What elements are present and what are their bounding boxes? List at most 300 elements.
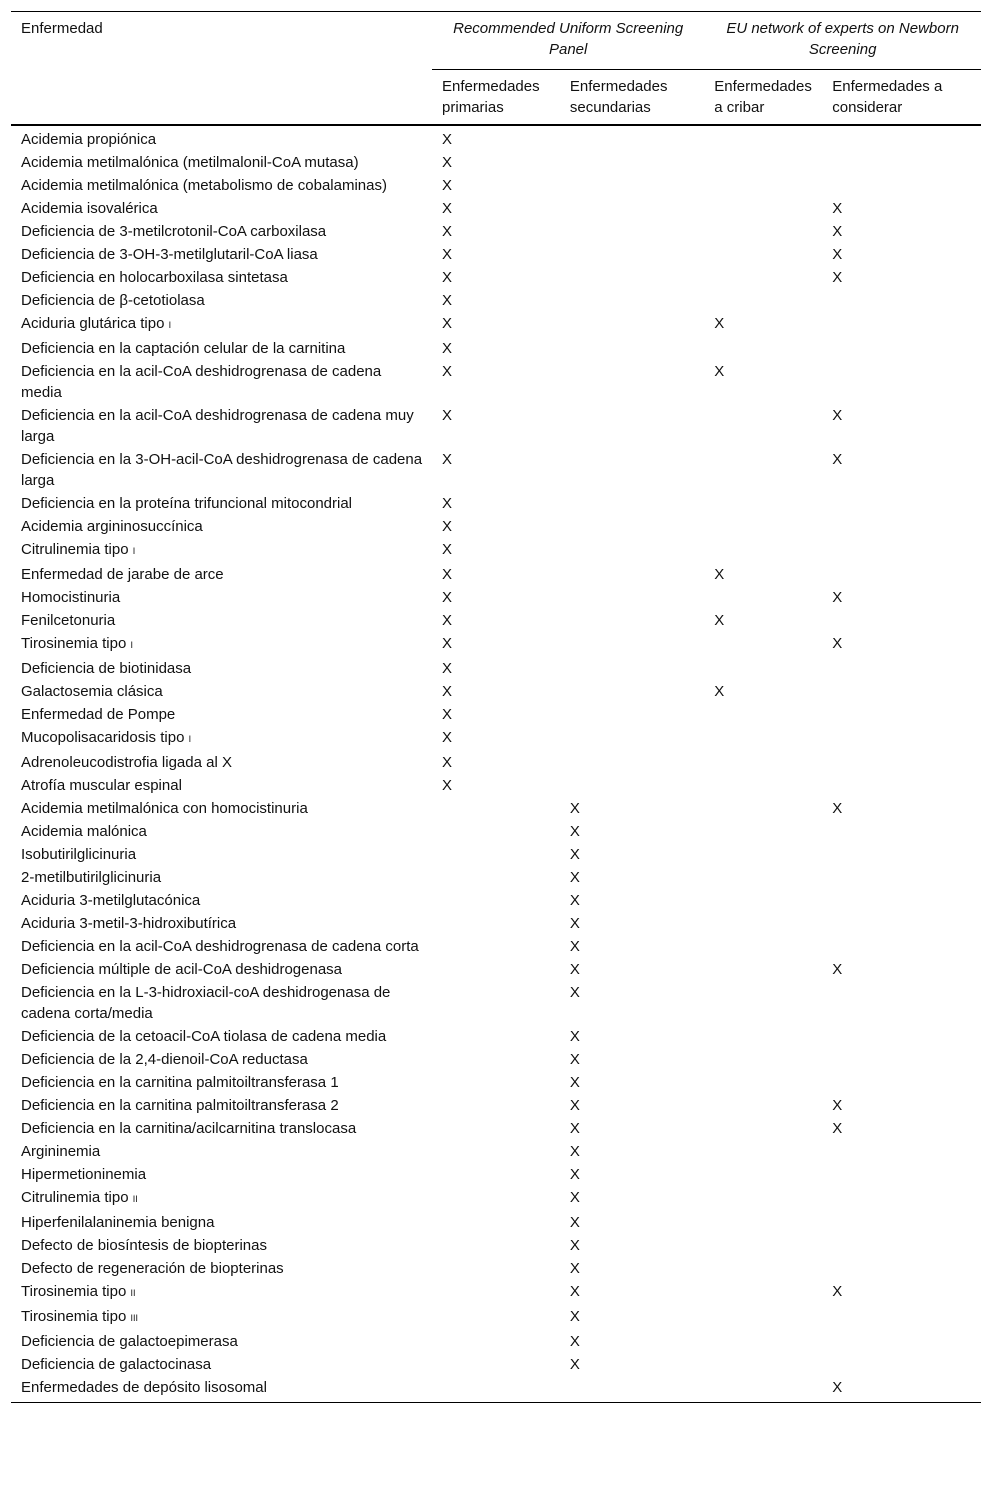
table-row (11, 726, 981, 751)
mark-primary: X (442, 315, 453, 332)
disease-name (11, 1234, 432, 1257)
mark-consider (822, 1257, 981, 1280)
mark-consider (822, 774, 981, 797)
mark-screen (704, 337, 822, 360)
mark-screen (704, 1186, 822, 1211)
mark-primary: X (442, 660, 453, 677)
mark-screen (704, 1353, 822, 1376)
mark-consider (822, 1234, 981, 1257)
table-row (11, 866, 981, 889)
table-row (11, 1376, 981, 1403)
disease-name (11, 586, 432, 609)
mark-primary: X (442, 635, 453, 652)
disease-name (11, 360, 432, 404)
table-row (11, 751, 981, 774)
disease-name-text: Adrenoleucodistrofia ligada al X (21, 754, 232, 771)
mark-secondary (560, 220, 704, 243)
mark-secondary (560, 448, 704, 492)
mark-screen (704, 981, 822, 1025)
mark-consider (822, 912, 981, 935)
mark-primary: X (442, 518, 453, 535)
disease-type-roman: III (130, 1313, 138, 1323)
table-header (11, 12, 981, 126)
disease-name-text: Deficiencia de 3-OH-3-metilglutaril-CoA liasa (21, 246, 318, 263)
mark-screen (704, 448, 822, 492)
mark-screen (704, 174, 822, 197)
table-row (11, 1186, 981, 1211)
table-row (11, 289, 981, 312)
mark-consider (822, 289, 981, 312)
mark-screen (704, 1280, 822, 1305)
mark-screen (704, 820, 822, 843)
mark-screen (704, 1140, 822, 1163)
mark-primary (432, 843, 560, 866)
mark-consider (822, 563, 981, 586)
disease-name-text: Fenilcetonuria (21, 612, 116, 629)
disease-name (11, 125, 432, 151)
disease-name (11, 1048, 432, 1071)
mark-screen (704, 492, 822, 515)
disease-name (11, 632, 432, 657)
mark-consider (822, 726, 981, 751)
disease-name (11, 312, 432, 337)
mark-primary (432, 1025, 560, 1048)
disease-name-text: Deficiencia en la 3-OH-acil-CoA deshidrogrenasa de cadena larga (21, 451, 423, 489)
mark-consider: X (832, 1283, 843, 1300)
table-row (11, 312, 981, 337)
disease-name (11, 538, 432, 563)
disease-name (11, 1211, 432, 1234)
mark-screen (704, 1071, 822, 1094)
disease-name (11, 680, 432, 703)
disease-name-text: Deficiencia de galactoepimerasa (21, 1333, 238, 1350)
disease-name (11, 220, 432, 243)
mark-screen (704, 1048, 822, 1071)
mark-screen: X (714, 363, 725, 380)
mark-primary (432, 1257, 560, 1280)
table-row (11, 1071, 981, 1094)
disease-name (11, 657, 432, 680)
disease-name (11, 1186, 432, 1211)
disease-name (11, 1330, 432, 1353)
disease-name-text: Deficiencia en holocarboxilasa sintetasa (21, 269, 288, 286)
table-row (11, 563, 981, 586)
mark-consider: X (832, 200, 843, 217)
table-row (11, 820, 981, 843)
disease-name-text: Deficiencia en la captación celular de la carnitina (21, 340, 346, 357)
mark-secondary (560, 703, 704, 726)
disease-name-text: Deficiencia de β-cetotiolasa (21, 292, 205, 309)
mark-secondary (560, 151, 704, 174)
mark-primary: X (442, 177, 453, 194)
disease-name-text: Deficiencia en la acil-CoA deshidrogrenasa de cadena corta (21, 938, 419, 955)
table-row (11, 538, 981, 563)
mark-screen (704, 1094, 822, 1117)
disease-name (11, 337, 432, 360)
mark-secondary: X (569, 915, 580, 932)
mark-screen (704, 538, 822, 563)
disease-name-text: Citrulinemia tipo (21, 541, 133, 558)
table-row (11, 360, 981, 404)
mark-screen (704, 1234, 822, 1257)
disease-name (11, 609, 432, 632)
mark-primary: X (442, 292, 453, 309)
disease-name-text: Deficiencia de 3-metilcrotonil-CoA carboxilasa (21, 223, 327, 240)
mark-secondary: X (569, 1260, 580, 1277)
disease-name (11, 404, 432, 448)
mark-primary (432, 1353, 560, 1376)
table-row (11, 1305, 981, 1330)
mark-consider (822, 515, 981, 538)
mark-consider: X (832, 589, 843, 606)
disease-name-text: Hipermetioninemia (21, 1166, 147, 1183)
mark-primary (432, 1211, 560, 1234)
disease-name-text: Acidemia propiónica (21, 131, 157, 148)
mark-screen (704, 586, 822, 609)
disease-name-text: Homocistinuria (21, 589, 121, 606)
mark-screen (704, 843, 822, 866)
table-row (11, 1140, 981, 1163)
disease-name (11, 1071, 432, 1094)
mark-primary: X (442, 407, 453, 424)
disease-name-text: Deficiencia en la acil-CoA deshidrogrenasa de cadena media (21, 363, 382, 401)
mark-consider (822, 680, 981, 703)
disease-name-text: Deficiencia en la proteína trifuncional mitocondrial (21, 495, 353, 512)
mark-primary: X (442, 269, 453, 286)
header-screen: Enfermedades a cribar (704, 70, 822, 126)
mark-secondary (560, 609, 704, 632)
disease-name-text: Hiperfenilalaninemia benigna (21, 1214, 215, 1231)
mark-secondary (560, 1376, 704, 1403)
mark-screen (704, 1257, 822, 1280)
disease-name (11, 515, 432, 538)
mark-primary (432, 797, 560, 820)
disease-name-text: Mucopolisacaridosis tipo (21, 729, 189, 746)
table-row (11, 843, 981, 866)
mark-secondary: X (569, 1166, 580, 1183)
mark-primary (432, 1376, 560, 1403)
mark-secondary (560, 360, 704, 404)
disease-name (11, 866, 432, 889)
mark-secondary (560, 680, 704, 703)
mark-primary (432, 1186, 560, 1211)
mark-consider (822, 609, 981, 632)
mark-consider: X (832, 800, 843, 817)
disease-name (11, 774, 432, 797)
mark-consider (822, 657, 981, 680)
table-row (11, 1330, 981, 1353)
mark-secondary: X (569, 984, 580, 1001)
mark-consider (822, 1071, 981, 1094)
mark-secondary: X (569, 1283, 580, 1300)
disease-name-text: Deficiencia de la cetoacil-CoA tiolasa de cadena media (21, 1028, 387, 1045)
disease-name (11, 958, 432, 981)
disease-name (11, 889, 432, 912)
mark-primary: X (442, 683, 453, 700)
table-row (11, 912, 981, 935)
mark-primary: X (442, 541, 453, 558)
disease-name-text: Enfermedad de jarabe de arce (21, 566, 224, 583)
disease-name-text: Tirosinemia tipo (21, 1308, 131, 1325)
disease-name-text: Deficiencia en la carnitina/acilcarnitina translocasa (21, 1120, 357, 1137)
mark-primary (432, 866, 560, 889)
mark-primary: X (442, 754, 453, 771)
mark-screen (704, 1117, 822, 1140)
disease-name (11, 266, 432, 289)
table-row (11, 586, 981, 609)
mark-primary (432, 1330, 560, 1353)
disease-name-text: 2-metilbutirilglicinuria (21, 869, 162, 886)
mark-primary: X (442, 363, 453, 380)
mark-secondary (560, 586, 704, 609)
table-row (11, 125, 981, 151)
mark-screen: X (714, 315, 725, 332)
disease-type-roman: I (130, 640, 133, 650)
table-row (11, 1234, 981, 1257)
mark-screen (704, 935, 822, 958)
mark-screen (704, 125, 822, 151)
mark-secondary: X (569, 1237, 580, 1254)
disease-name-text: Deficiencia en la acil-CoA deshidrogrenasa de cadena muy larga (21, 407, 414, 445)
table-row (11, 515, 981, 538)
mark-secondary: X (569, 1356, 580, 1373)
mark-screen (704, 703, 822, 726)
mark-consider (822, 360, 981, 404)
mark-consider: X (832, 407, 843, 424)
mark-consider (822, 125, 981, 151)
mark-screen (704, 1376, 822, 1403)
disease-name (11, 843, 432, 866)
mark-screen (704, 1163, 822, 1186)
table-row (11, 632, 981, 657)
mark-primary (432, 1305, 560, 1330)
disease-name-text: Citrulinemia tipo (21, 1189, 133, 1206)
mark-consider: X (832, 269, 843, 286)
mark-screen (704, 797, 822, 820)
disease-name-text: Aciduria 3-metil-3-hidroxibutírica (21, 915, 237, 932)
mark-consider (822, 337, 981, 360)
disease-name (11, 912, 432, 935)
mark-primary: X (442, 154, 453, 171)
mark-consider (822, 981, 981, 1025)
table-row (11, 703, 981, 726)
mark-secondary: X (569, 1120, 580, 1137)
mark-secondary: X (569, 823, 580, 840)
disease-name-text: Atrofía muscular espinal (21, 777, 182, 794)
disease-name (11, 1117, 432, 1140)
mark-secondary (560, 515, 704, 538)
mark-consider (822, 866, 981, 889)
mark-consider (822, 820, 981, 843)
disease-name-text: Galactosemia clásica (21, 683, 163, 700)
disease-type-roman: I (132, 546, 136, 556)
mark-consider (822, 1140, 981, 1163)
disease-name-text: Enfermedades de depósito lisosomal (21, 1379, 267, 1396)
disease-name (11, 820, 432, 843)
disease-name-text: Deficiencia en la carnitina palmitoiltransferasa 1 (21, 1074, 339, 1091)
mark-consider (822, 703, 981, 726)
mark-primary: X (442, 612, 453, 629)
disease-name-text: Enfermedad de Pompe (21, 706, 176, 723)
disease-name (11, 1353, 432, 1376)
mark-primary: X (442, 340, 453, 357)
header-disease: Enfermedad (21, 20, 103, 37)
mark-consider (822, 935, 981, 958)
mark-consider: X (832, 635, 843, 652)
mark-secondary: X (569, 961, 580, 978)
table-row (11, 657, 981, 680)
mark-screen (704, 151, 822, 174)
mark-secondary: X (569, 892, 580, 909)
header-primary: Enfermedades primarias (432, 70, 560, 126)
disease-name (11, 1257, 432, 1280)
disease-name (11, 797, 432, 820)
table-row (11, 404, 981, 448)
disease-name (11, 492, 432, 515)
mark-primary (432, 1117, 560, 1140)
table-row (11, 492, 981, 515)
disease-name (11, 448, 432, 492)
mark-consider (822, 1330, 981, 1353)
disease-name-text: Defecto de biosíntesis de biopterinas (21, 1237, 267, 1254)
disease-name (11, 563, 432, 586)
mark-consider (822, 1025, 981, 1048)
mark-primary (432, 935, 560, 958)
disease-name (11, 1305, 432, 1330)
mark-primary (432, 1048, 560, 1071)
disease-name (11, 197, 432, 220)
table-row (11, 1280, 981, 1305)
disease-name (11, 174, 432, 197)
disease-name-text: Acidemia metilmalónica con homocistinuria (21, 800, 308, 817)
header-consider: Enfermedades a considerar (822, 70, 981, 126)
table-row (11, 981, 981, 1025)
disease-name (11, 289, 432, 312)
mark-consider (822, 312, 981, 337)
mark-consider: X (832, 1379, 843, 1396)
mark-secondary (560, 125, 704, 151)
mark-screen (704, 1211, 822, 1234)
table-row (11, 243, 981, 266)
table-row (11, 1094, 981, 1117)
disease-name (11, 1094, 432, 1117)
table-row (11, 774, 981, 797)
table-row (11, 1211, 981, 1234)
mark-primary: X (442, 131, 453, 148)
mark-primary: X (442, 777, 453, 794)
mark-secondary (560, 563, 704, 586)
mark-screen (704, 751, 822, 774)
mark-secondary (560, 726, 704, 751)
table-row (11, 1353, 981, 1376)
mark-secondary (560, 538, 704, 563)
mark-secondary: X (569, 1051, 580, 1068)
mark-secondary: X (569, 1308, 580, 1325)
mark-primary: X (442, 729, 453, 746)
table-container (11, 11, 981, 1403)
mark-secondary (560, 289, 704, 312)
disease-name-text: Acidemia metilmalónica (metilmalonil-CoA mutasa) (21, 154, 359, 171)
mark-screen (704, 289, 822, 312)
mark-secondary (560, 312, 704, 337)
table-row (11, 337, 981, 360)
header-eu-group (704, 12, 981, 70)
mark-secondary: X (569, 1097, 580, 1114)
mark-primary (432, 1071, 560, 1094)
mark-consider: X (832, 1097, 843, 1114)
disease-name (11, 751, 432, 774)
mark-consider: X (832, 961, 843, 978)
mark-consider (822, 174, 981, 197)
mark-screen (704, 1330, 822, 1353)
mark-screen: X (714, 612, 725, 629)
mark-consider (822, 538, 981, 563)
table-row (11, 958, 981, 981)
disease-name (11, 981, 432, 1025)
mark-consider: X (832, 246, 843, 263)
screening-table (11, 11, 981, 1403)
mark-secondary (560, 174, 704, 197)
mark-primary: X (442, 589, 453, 606)
mark-secondary (560, 197, 704, 220)
disease-name (11, 1025, 432, 1048)
mark-primary (432, 912, 560, 935)
table-row (11, 448, 981, 492)
table-row (11, 609, 981, 632)
mark-primary: X (442, 223, 453, 240)
mark-screen (704, 515, 822, 538)
mark-secondary (560, 632, 704, 657)
mark-consider: X (832, 451, 843, 468)
disease-name-text: Argininemia (21, 1143, 101, 1160)
mark-secondary (560, 751, 704, 774)
mark-secondary (560, 774, 704, 797)
disease-name (11, 1280, 432, 1305)
mark-primary (432, 1094, 560, 1117)
header-rusp-group (432, 12, 704, 70)
mark-secondary (560, 492, 704, 515)
mark-secondary: X (569, 1333, 580, 1350)
mark-screen (704, 774, 822, 797)
mark-consider (822, 751, 981, 774)
mark-consider (822, 843, 981, 866)
mark-primary: X (442, 451, 453, 468)
disease-name-text: Deficiencia en la carnitina palmitoiltransferasa 2 (21, 1097, 339, 1114)
disease-name-text: Defecto de regeneración de biopterinas (21, 1260, 284, 1277)
header-eu-label: EU network of experts on Newborn Screening (726, 20, 959, 58)
mark-screen (704, 220, 822, 243)
disease-name (11, 1163, 432, 1186)
disease-name-text: Acidemia isovalérica (21, 200, 158, 217)
disease-name (11, 726, 432, 751)
disease-type-roman: II (132, 1194, 138, 1204)
mark-consider (822, 1305, 981, 1330)
disease-name-text: Isobutirilglicinuria (21, 846, 137, 863)
mark-primary (432, 889, 560, 912)
mark-primary (432, 820, 560, 843)
mark-primary: X (442, 246, 453, 263)
mark-secondary: X (569, 869, 580, 886)
table-row (11, 1025, 981, 1048)
mark-screen: X (714, 683, 725, 700)
mark-secondary (560, 266, 704, 289)
table-row (11, 1117, 981, 1140)
disease-type-roman: I (188, 734, 192, 744)
header-rusp-label: Recommended Uniform Screening Panel (453, 20, 684, 58)
table-row (11, 680, 981, 703)
mark-screen (704, 197, 822, 220)
mark-secondary: X (569, 1143, 580, 1160)
